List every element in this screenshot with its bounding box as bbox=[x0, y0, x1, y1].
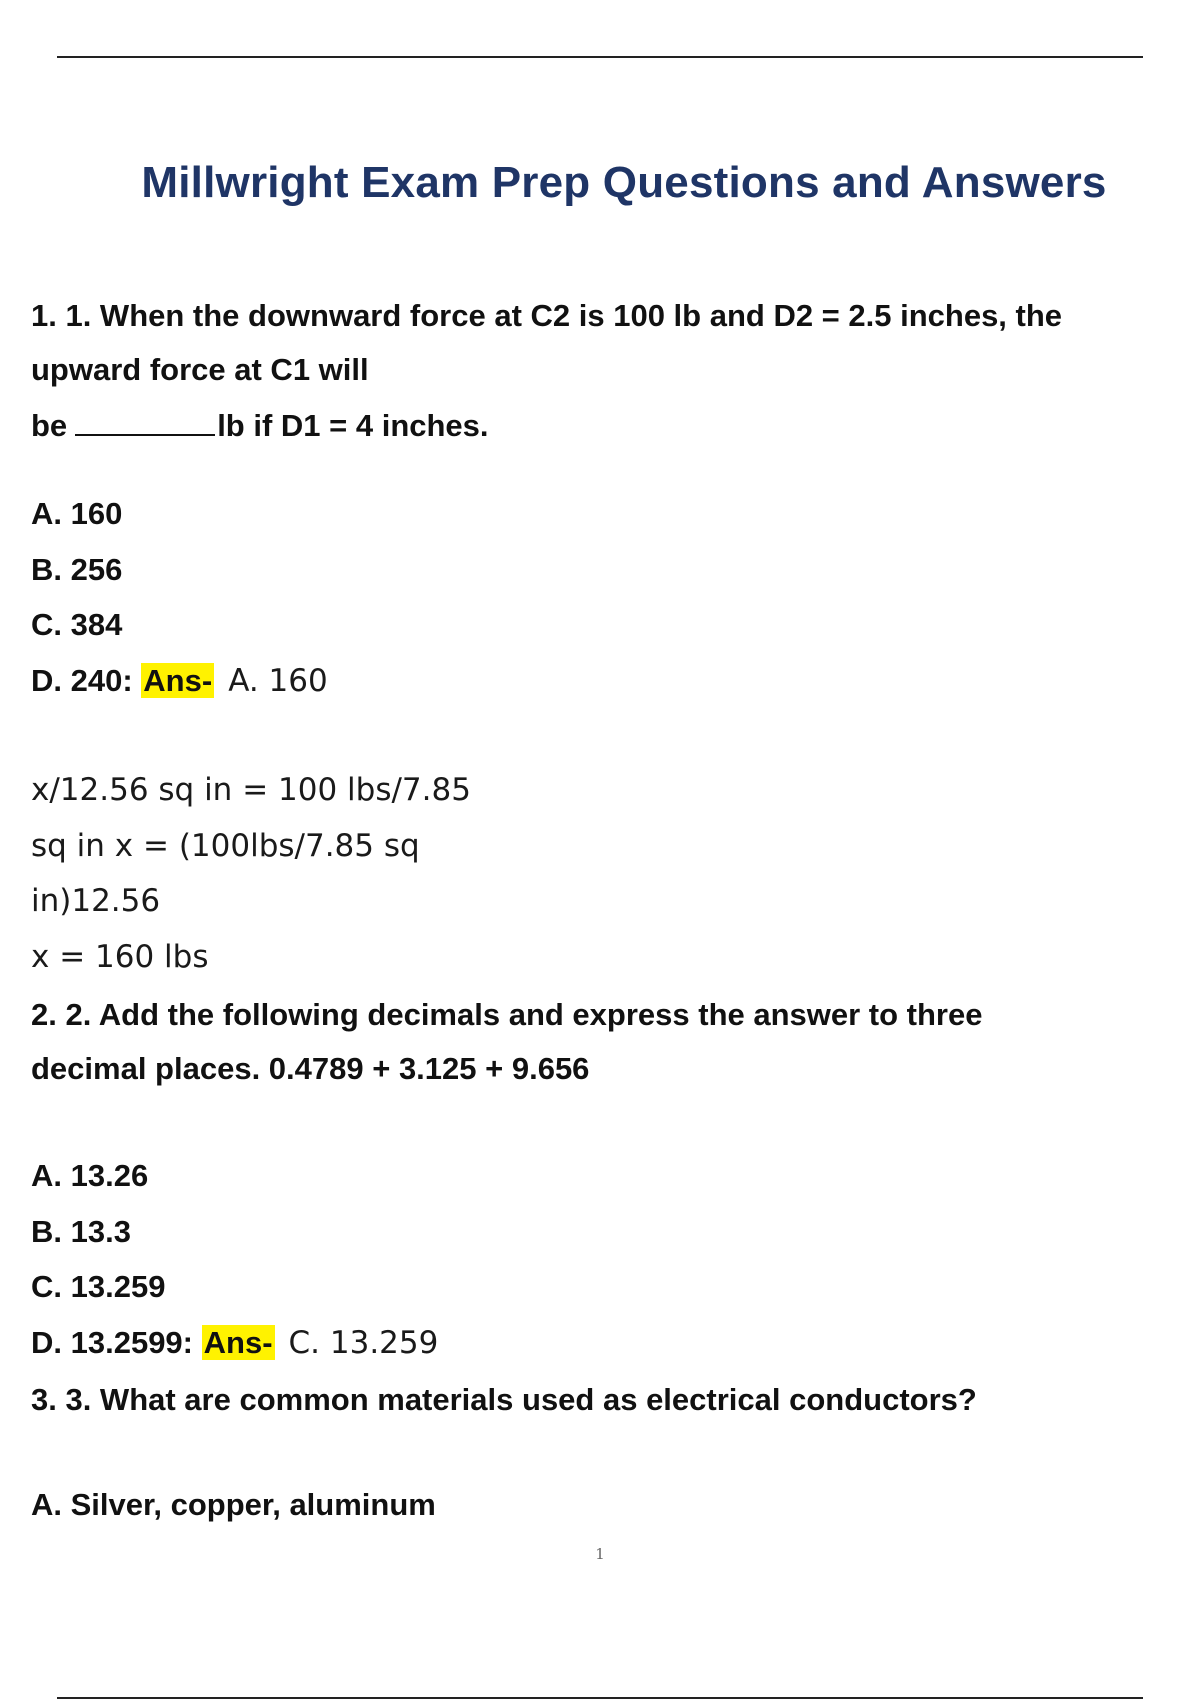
q2-answer: C. 13.259 bbox=[288, 1325, 439, 1361]
q1-text-line-2: upward force at C1 will bbox=[31, 352, 369, 387]
document-title: Millwright Exam Prep Questions and Answers bbox=[141, 158, 1107, 207]
q2-text-line-2: decimal places. 0.4789 + 3.125 + 9.656 bbox=[31, 1051, 590, 1086]
top-rule bbox=[57, 56, 1143, 58]
q2-option-b: B. 13.3 bbox=[31, 1214, 131, 1249]
q2-option-d-row bbox=[31, 1323, 438, 1363]
q2-option-c: C. 13.259 bbox=[31, 1269, 166, 1304]
q1-option-a: A. 160 bbox=[31, 496, 123, 531]
page-number: 1 bbox=[595, 1545, 605, 1563]
q2-option-d: D. 13.2599: bbox=[31, 1325, 193, 1360]
q1-text-line-1: 1. 1. When the downward force at C2 is 100 lb and D2 = 2.5 inches, the bbox=[31, 298, 1063, 333]
q3-text-line-1: 3. 3. What are common materials used as electrical conductors? bbox=[31, 1382, 977, 1417]
q1-work-line-3: in)12.56 bbox=[31, 883, 161, 919]
q2-text-line-1: 2. 2. Add the following decimals and express the answer to three bbox=[31, 997, 983, 1032]
q1-option-d: D. 240: bbox=[31, 663, 133, 698]
q2-option-a: A. 13.26 bbox=[31, 1158, 149, 1193]
q1-work-line-2: sq in x = (100lbs/7.85 sq bbox=[31, 828, 420, 864]
q1-text-line-3 bbox=[31, 406, 489, 446]
q1-answer: A. 160 bbox=[228, 663, 328, 699]
q1-option-b: B. 256 bbox=[31, 552, 123, 587]
q1-work-line-4: x = 160 lbs bbox=[31, 939, 209, 975]
answer-highlight: Ans- bbox=[143, 663, 213, 698]
q3-option-a: A. Silver, copper, aluminum bbox=[31, 1487, 436, 1522]
bottom-rule bbox=[57, 1697, 1143, 1699]
q1-line-3-suffix: lb if D1 = 4 inches. bbox=[217, 408, 489, 443]
q1-work-line-1: x/12.56 sq in = 100 lbs/7.85 bbox=[31, 772, 471, 808]
q1-option-d-row bbox=[31, 661, 328, 701]
fill-in-blank bbox=[75, 408, 215, 436]
q1-option-c: C. 384 bbox=[31, 607, 123, 642]
q1-line-3-prefix: be bbox=[31, 408, 68, 443]
answer-highlight: Ans- bbox=[203, 1325, 273, 1360]
